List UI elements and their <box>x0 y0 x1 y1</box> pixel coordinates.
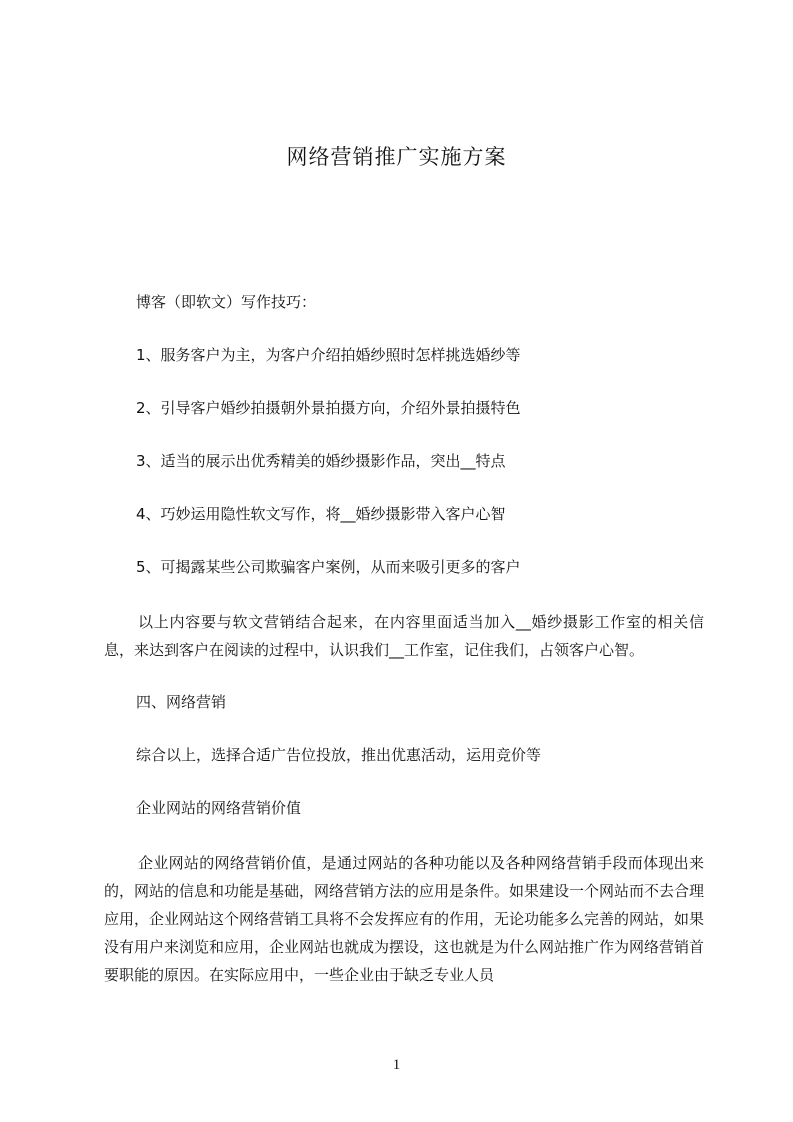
tip-item-5: 5、可揭露某些公司欺骗客户案例，从而来吸引更多的客户 <box>136 558 521 576</box>
tip-item-1: 1、服务客户为主，为客户介绍拍婚纱照时怎样挑选婚纱等 <box>136 346 521 364</box>
tip-item-2: 2、引导客户婚纱拍摄朝外景拍摄方向，介绍外景拍摄特色 <box>136 399 521 417</box>
body-block <box>104 849 704 989</box>
subheading: 企业网站的网络营销价值 <box>136 799 302 817</box>
tip-item-4: 4、巧妙运用隐性软文写作，将__婚纱摄影带入客户心智 <box>136 505 506 523</box>
section-heading: 四、网络营销 <box>136 693 227 711</box>
section-summary: 综合以上，选择合适广告位投放，推出优惠活动，运用竞价等 <box>136 746 542 764</box>
page-number: 1 <box>392 1057 401 1073</box>
summary-paragraph: 以上内容要与软文营销结合起来，在内容里面适当加入__婚纱摄影工作室的相关信息，来达到客户在阅读的过程中，认识我们__工作室，记住我们，占领客户心智。 <box>104 613 704 659</box>
document-title: 网络营销推广实施方案 <box>286 145 507 169</box>
body-paragraph: 企业网站的网络营销价值，是通过网站的各种功能以及各种网络营销手段而体现出来的，网站的信息和功能是基础，网络营销方法的应用是条件。如果建设一个网站而不去合理应用，企业网站这个网络营销工具将不会发挥应有的作用，无论功能多么完善的网站，如果没有用户来浏览和应用，企业网站也就成为摆设，这也就是为什么网站推广作为网络营销首要职能的原因。在实际应用中，一些企业由于缺乏专业人员 <box>104 854 705 984</box>
intro-heading: 博客（即软文）写作技巧： <box>136 293 317 311</box>
tip-item-3: 3、适当的展示出优秀精美的婚纱摄影作品，突出__特点 <box>136 452 506 470</box>
summary-block <box>104 608 704 664</box>
